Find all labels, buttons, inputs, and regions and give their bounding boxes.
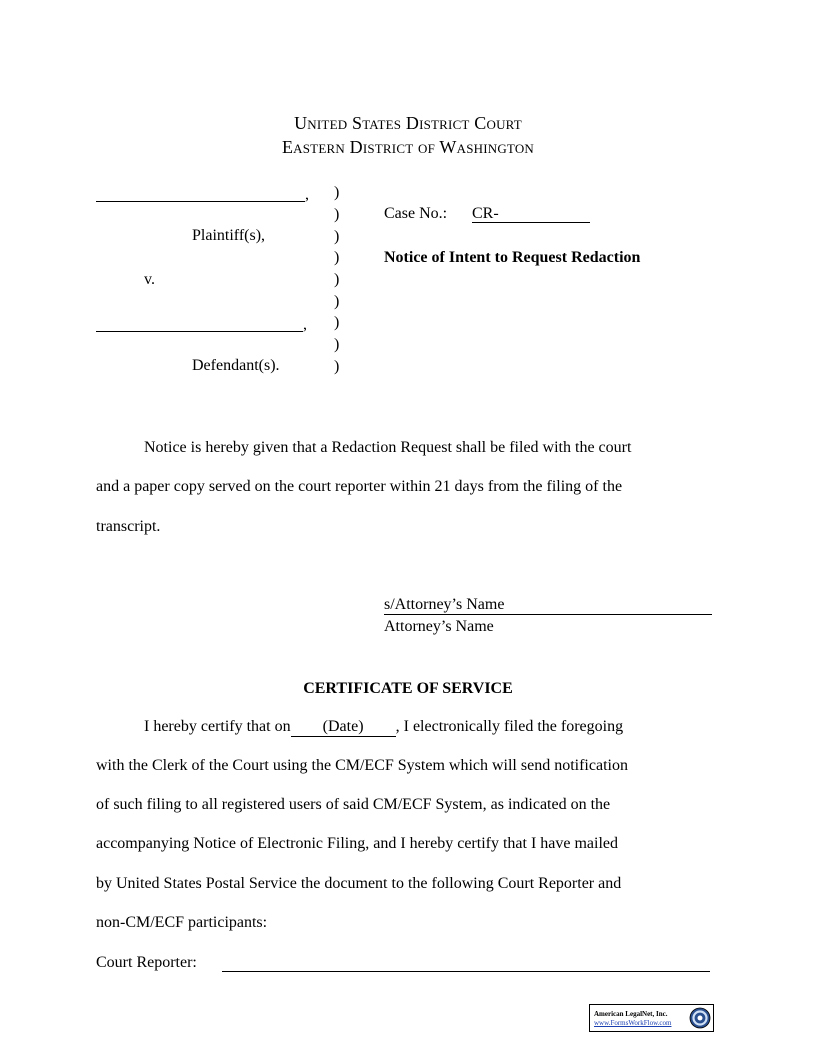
certificate-line-4: accompanying Notice of Electronic Filing, and I hereby certify that I have mailed — [96, 835, 619, 852]
signature-text: s/Attorney’s Name — [384, 596, 505, 613]
attorney-name: Attorney’s Name — [384, 618, 494, 635]
caption-paren: ) — [334, 228, 340, 245]
signature-line[interactable] — [384, 614, 712, 615]
legalnet-badge[interactable] — [589, 1004, 714, 1032]
court-name: United States District Court — [294, 113, 522, 133]
globe-logo-icon — [689, 1007, 711, 1029]
caption-paren: ) — [334, 293, 340, 310]
defendant-comma: , — [303, 316, 307, 333]
versus-label: v. — [144, 271, 155, 288]
caption-paren: ) — [334, 184, 340, 201]
badge-company: American LegalNet, Inc. — [594, 1010, 668, 1018]
court-reporter-label: Court Reporter: — [96, 954, 197, 971]
plaintiff-label: Plaintiff(s), — [192, 227, 266, 244]
case-no-value: CR- — [472, 205, 499, 222]
caption-paren: ) — [334, 271, 340, 288]
notice-line-1: Notice is hereby given that a Redaction Request shall be filed with the court — [144, 439, 632, 456]
caption-paren: ) — [334, 314, 340, 331]
certificate-line-3: of such filing to all registered users of said CM/ECF System, as indicated on the — [96, 796, 611, 813]
court-district: Eastern District of Washington — [281, 137, 535, 157]
case-no-label: Case No.: — [384, 205, 448, 222]
caption-paren: ) — [334, 206, 340, 223]
certify-text: I hereby certify that on — [144, 718, 291, 735]
certificate-line-2: with the Clerk of the Court using the CM/ECF System which will send notification — [96, 757, 628, 774]
certificate-title: CERTIFICATE OF SERVICE — [303, 680, 513, 697]
certificate-line-5: by United States Postal Service the document to the following Court Reporter and — [96, 875, 622, 892]
defendant-name-line[interactable] — [96, 331, 303, 332]
caption-paren: ) — [334, 336, 340, 353]
badge-url[interactable]: www.FormsWorkFlow.com — [594, 1019, 672, 1027]
caption-paren: ) — [334, 249, 340, 266]
plaintiff-name-line[interactable] — [96, 201, 305, 202]
notice-title: Notice of Intent to Request Redaction — [384, 249, 641, 266]
case-no-field[interactable] — [472, 222, 590, 223]
date-placeholder: (Date) — [322, 718, 364, 735]
date-field[interactable] — [291, 718, 396, 737]
certificate-line-6: non-CM/ECF participants: — [96, 914, 268, 931]
notice-line-2: and a paper copy served on the court reporter within 21 days from the filing of the — [96, 478, 623, 495]
court-reporter-field[interactable] — [222, 971, 710, 972]
defendant-label: Defendant(s). — [192, 357, 280, 374]
filed-text: , I electronically filed the foregoing — [395, 718, 624, 735]
certificate-line-1 — [144, 718, 623, 737]
plaintiff-comma: , — [305, 186, 309, 203]
notice-line-3: transcript. — [96, 518, 161, 535]
caption-paren: ) — [334, 358, 340, 375]
